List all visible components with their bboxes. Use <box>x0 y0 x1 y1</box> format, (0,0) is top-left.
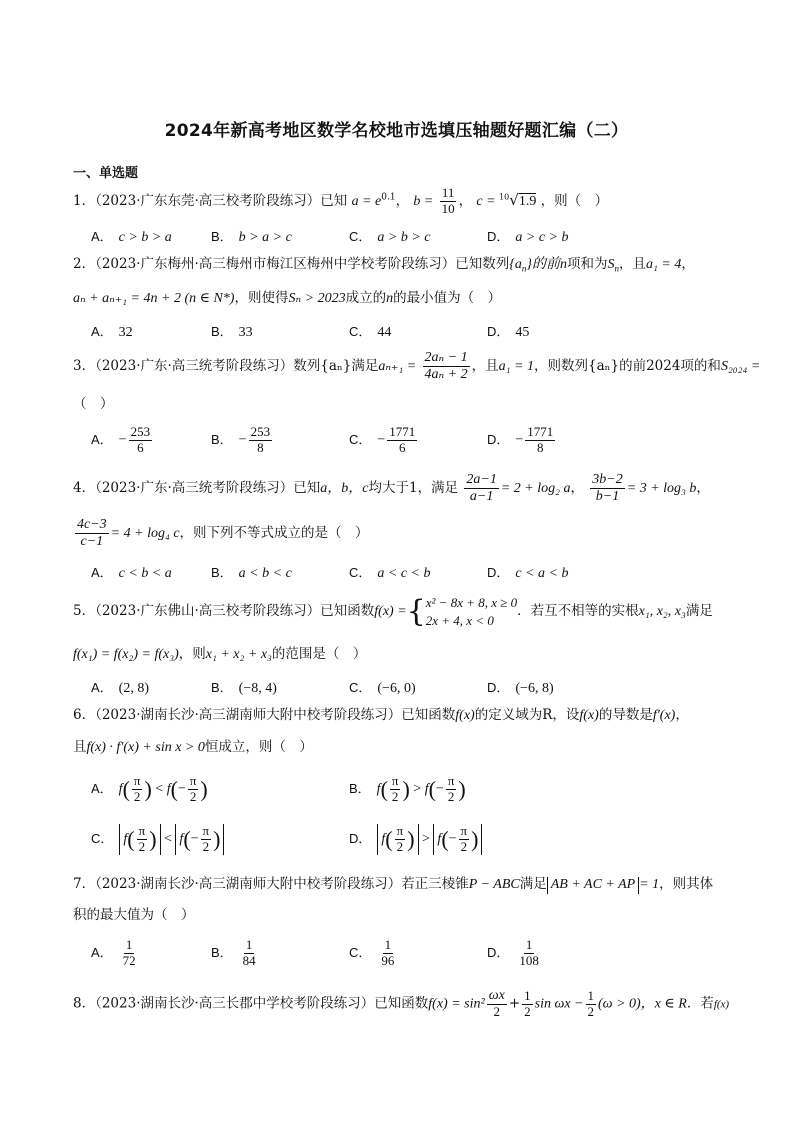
option-d[interactable]: D． − $\frac{1771}{8}$ <box>487 424 554 455</box>
question-5-line2: f(x₁) = f(x₂) = f(x₃)，则x₁ + x₂ + x₃的范围是（ ） <box>73 646 367 662</box>
question-3-line2: （ ） <box>73 396 114 412</box>
option-c[interactable]: C． a > b > c <box>349 229 431 245</box>
question-4-line2: $\frac{4c-3}{c-1}$ = 4 + log₄ c，则下列不等式成立的是（ ） <box>77 517 369 550</box>
option-b[interactable]: B． (−8, 4) <box>211 680 277 696</box>
option-d[interactable]: D． a > c > b <box>487 229 569 245</box>
option-b[interactable]: B． $\frac{1}{84}$ <box>211 937 256 968</box>
fraction: $\frac{\text{2aₙ − 1}}{\text{4aₙ + 2}}$ <box>424 350 468 383</box>
option-d[interactable]: D． c < a < b <box>487 565 569 581</box>
question-1-stem: 1．（2023·广东东莞·高三校考阶段练习）已知 $a = e^{0.1}$， b = $\frac{11}{10}$ ， c = $^{10}$√1.9 ，则（ ） <box>73 185 609 216</box>
option-b[interactable]: B． a < b < c <box>211 565 292 581</box>
option-c[interactable]: C． a < c < b <box>349 565 431 581</box>
question-2-stem: 2．（2023·广东梅州·高三梅州市梅江区梅州中学校考阶段练习）已知数列$\{a_n\}$的前n项和为$S_n$，且a₁ = 4， <box>73 256 695 274</box>
option-a[interactable]: A． f( $\frac{\pi}{2}$ ) < f(− $\frac{\pi}{2}$ ) <box>91 773 208 804</box>
question-6-line2: 且f(x) · f′(x) + sin x > 0恒成立，则（ ） <box>73 739 313 755</box>
question-6-stem: 6．（2023·湖南长沙·高三湖南师大附中校考阶段练习）已知函数f(x)的定义域为R，设f(x)的导数是f′(x)， <box>73 707 689 723</box>
option-d[interactable]: D． (−6, 8) <box>487 680 554 696</box>
option-b[interactable]: B． b > a > c <box>211 229 292 245</box>
option-b[interactable]: B． f( $\frac{\pi}{2}$ ) > f(− $\frac{\pi}{2}$ ) <box>349 773 466 804</box>
option-c[interactable]: C． $\frac{1}{96}$ <box>349 937 395 968</box>
section-heading: 一、单选题 <box>73 166 139 181</box>
question-3-stem: 3．（2023·广东·高三统考阶段练习）数列{aₙ}满足aₙ₊₁ = $\frac{\text{2aₙ − 1}}{\text{4aₙ + 2}}$ ，且a₁ = 1，则数列{aₙ}的前2024项的和S₂₀₂₄ = <box>73 350 761 383</box>
option-a[interactable]: A． − $\frac{253}{6}$ <box>91 424 151 455</box>
option-b[interactable]: B． − $\frac{253}{8}$ <box>211 424 271 455</box>
page-title: 2024年新高考地区数学名校地市选填压轴题好题汇编（二） <box>164 121 629 141</box>
option-c[interactable]: C． f( $\frac{\pi}{2}$ ) < f(− $\frac{\pi}{2}$ ) <box>91 824 224 855</box>
option-d[interactable]: D． f( $\frac{\pi}{2}$ ) > f(− $\frac{\pi}{2}$ ) <box>349 824 482 855</box>
question-4-stem: 4．（2023·广东·高三统考阶段练习）已知a，b，c均大于1，满足 $\frac{2a-1}{a-1}$ = 2 + log₂ a， $\frac{3b-2}{b-1}$ = 3 + log₃ b， <box>73 472 710 505</box>
option-a[interactable]: A． c < b < a <box>91 565 172 581</box>
option-c[interactable]: C． 44 <box>349 324 392 340</box>
option-c[interactable]: C． − $\frac{1771}{6}$ <box>349 424 416 455</box>
question-8-stem: 8．（2023·湖南长沙·高三长郡中学校考阶段练习）已知函数f(x) = sin² $\frac{\omega x}{2}$ + $\frac{1}{2}$ sin ωx − $\frac{1}{2}$ (ω > 0)，x ∈ R．若f(x) <box>73 987 730 1020</box>
option-a[interactable]: A． (2, 8) <box>91 680 149 696</box>
option-a[interactable]: A． 32 <box>91 324 133 340</box>
option-a[interactable]: A． c > b > a <box>91 229 172 245</box>
option-d[interactable]: D． 45 <box>487 324 530 340</box>
option-c[interactable]: C． (−6, 0) <box>349 680 416 696</box>
question-5-stem: 5．（2023·广东佛山·高三校考阶段练习）已知函数f(x) ={ x² − 8x + 8, x ≥ 0 2x + 4, x < 0 ．若互不相等的实根x₁, x₂, x₃满足 <box>73 593 713 629</box>
fraction: $\frac{11}{10}$ <box>441 185 455 216</box>
option-b[interactable]: B． 33 <box>211 324 253 340</box>
question-7-stem: 7．（2023·湖南长沙·高三湖南师大附中校考阶段练习）若正三棱锥P − ABC满足 AB + AC + AP = 1，则其体 <box>73 876 714 892</box>
question-2-line2: aₙ + aₙ₊₁ = 4n + 2 (n ∈ N*)，则使得Sₙ > 2023成立的n的最小值为（ ） <box>73 290 502 306</box>
option-a[interactable]: A． $\frac{1}{72}$ <box>91 937 136 968</box>
question-7-line2: 积的最大值为（ ） <box>73 907 195 923</box>
option-d[interactable]: D． $\frac{1}{108}$ <box>487 937 539 968</box>
